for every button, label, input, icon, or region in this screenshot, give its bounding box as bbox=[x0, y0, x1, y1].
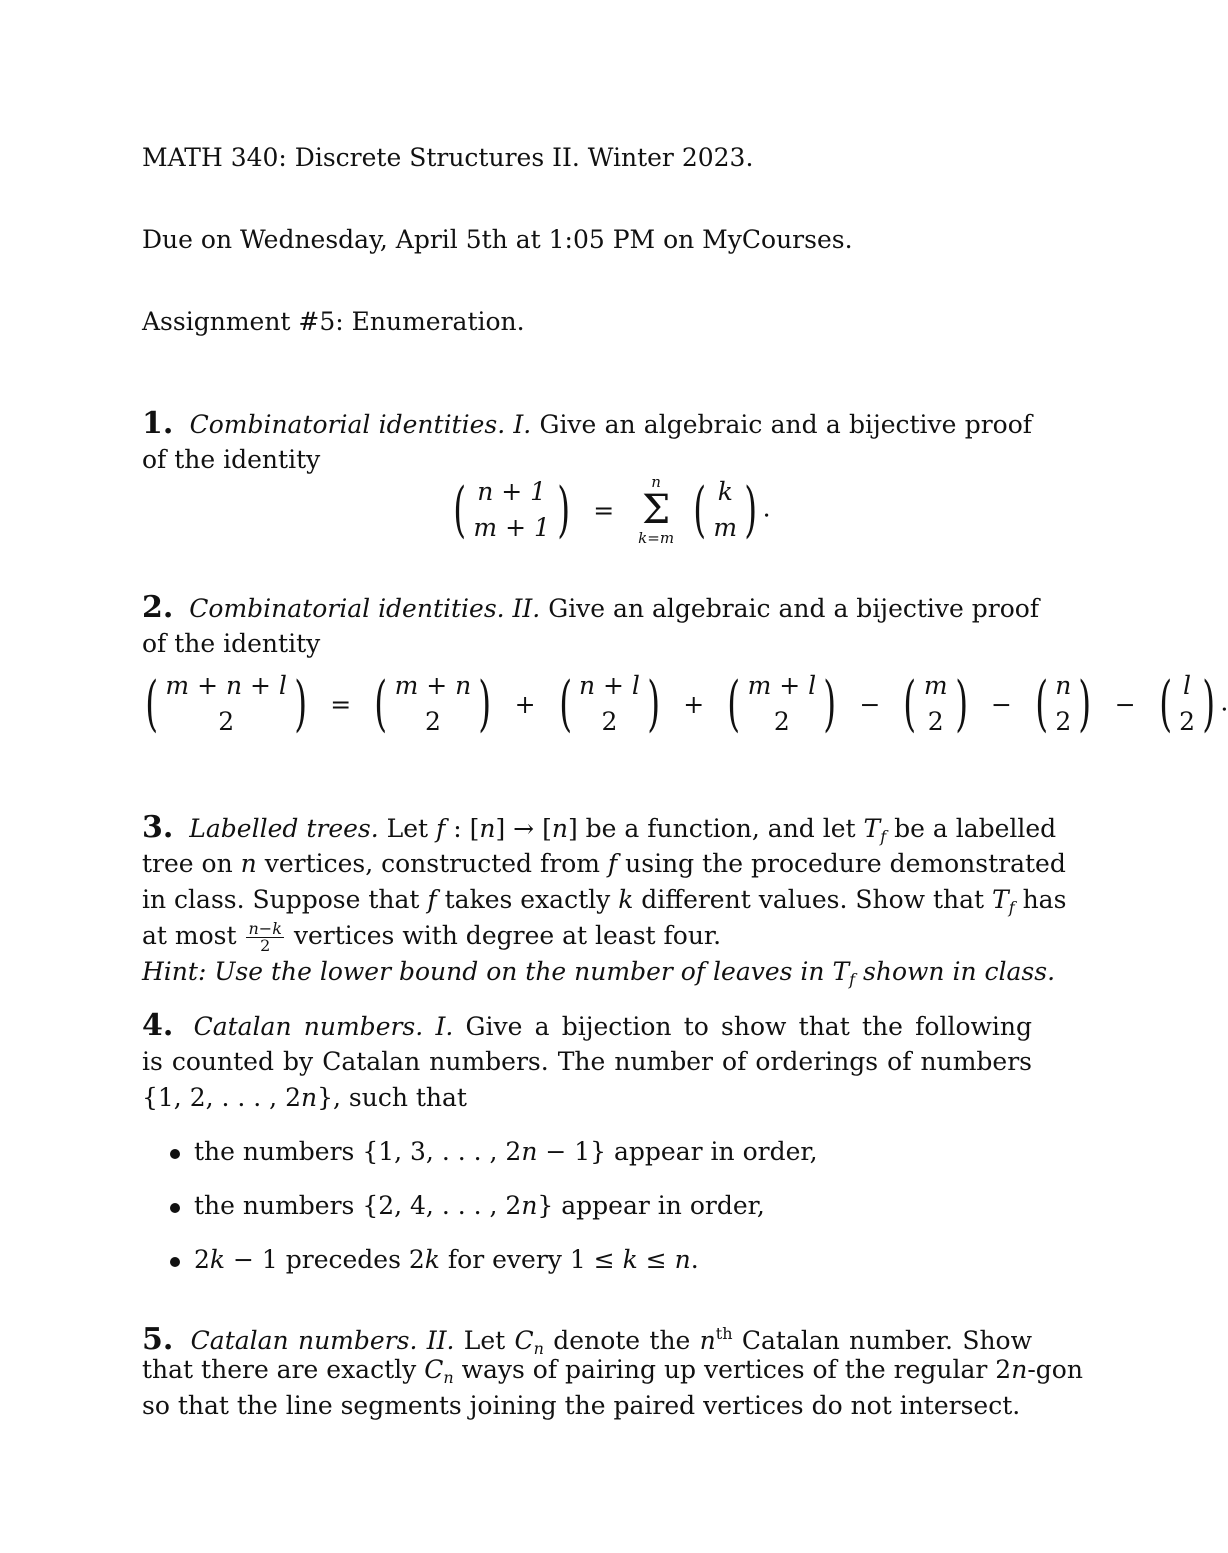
problem-2-line-1 bbox=[142, 590, 1040, 627]
problem-4-line-3: {1, 2, . . . , 2n}, such that bbox=[142, 1083, 467, 1112]
problem-3-line-4: at most $\frac{n-k}{2}$ vertices with degree at least four. bbox=[142, 919, 722, 955]
problem-4-line-2: is counted by Catalan numbers. The number of orderings of numbers bbox=[142, 1047, 1032, 1076]
problem-4-text: Give a bijection to show that the following bbox=[465, 1012, 1032, 1041]
problem-3-number: 3. bbox=[142, 810, 174, 845]
problem-4-bullet-2: the numbers {2, 4, . . . , 2n} appear in order, bbox=[170, 1188, 765, 1224]
problem-2-title: Combinatorial identities. II. bbox=[189, 594, 541, 623]
problem-5-line-3: so that the line segments joining the paired vertices do not intersect. bbox=[142, 1391, 1021, 1420]
problem-2-line-2: of the identity bbox=[142, 629, 321, 658]
bullet-dot bbox=[170, 1203, 180, 1213]
problem-4-line-1 bbox=[142, 1008, 1032, 1045]
sum-symbol: n Σ k=m bbox=[638, 473, 675, 547]
problem-1-line-1 bbox=[142, 406, 1032, 443]
problem-5-line-1: 5. Catalan numbers. II. Let $C_n$ denote the $n^{th}$ Catalan number. Show bbox=[142, 1322, 1032, 1358]
bullet-dot bbox=[170, 1149, 180, 1159]
problem-5-number: 5. bbox=[142, 1322, 174, 1357]
problem-5-line-2: that there are exactly $C_n$ ways of pairing up vertices of the regular 2n-gon bbox=[142, 1355, 1083, 1387]
problem-1-line-2: of the identity bbox=[142, 445, 321, 474]
problem-4-bullet-3: 2k − 1 precedes 2k for every 1 ≤ k ≤ n. bbox=[170, 1242, 699, 1278]
problem-3-hint: Hint: Use the lower bound on the number of leaves in $T_f$ shown in class. bbox=[142, 957, 1056, 989]
problem-4-number: 4. bbox=[142, 1008, 174, 1043]
problem-4-bullet-1: the numbers {1, 3, . . . , 2n − 1} appear in order, bbox=[170, 1134, 818, 1170]
assignment-title: Assignment #5: Enumeration. bbox=[142, 307, 525, 336]
identity-1-equation: ( n + 1 m + 1 ) = n Σ k=m ( k m ) . bbox=[448, 474, 771, 546]
course-title: MATH 340: Discrete Structures II. Winter 2023. bbox=[142, 143, 754, 172]
problem-3-line-2: tree on n vertices, constructed from f using the procedure demonstrated bbox=[142, 849, 1066, 878]
problem-1-text: Give an algebraic and a bijective proof bbox=[539, 410, 1033, 439]
problem-5-title: Catalan numbers. II. bbox=[190, 1326, 455, 1355]
problem-2-number: 2. bbox=[142, 590, 174, 625]
identity-2-equation: ( m + n + l 2 ) = ( m + n 2 ) + ( n + l 2 ) + ( m + l 2 ) − ( m 2 ) − ( n 2 ) − ( l 2 ) . bbox=[145, 669, 1228, 739]
problem-2-text: Give an algebraic and a bijective proof bbox=[548, 594, 1040, 623]
bullet-dot bbox=[170, 1257, 180, 1267]
problem-1-number: 1. bbox=[142, 406, 174, 441]
problem-3-line-3: in class. Suppose that f takes exactly k different values. Show that $T_f$ has bbox=[142, 885, 1067, 917]
problem-3-title: Labelled trees. bbox=[189, 814, 379, 843]
binom-n1-m1: ( n + 1 m + 1 ) bbox=[453, 475, 571, 545]
problem-3-line-1: 3. Labelled trees. Let f : [n] → [n] be a function, and let $T_f$ be a labelled bbox=[142, 810, 1057, 846]
binom-k-m: ( k m ) bbox=[693, 475, 758, 545]
due-date: Due on Wednesday, April 5th at 1:05 PM on MyCourses. bbox=[142, 225, 853, 254]
problem-1-title: Combinatorial identities. I. bbox=[189, 410, 532, 439]
problem-4-title: Catalan numbers. I. bbox=[193, 1012, 454, 1041]
